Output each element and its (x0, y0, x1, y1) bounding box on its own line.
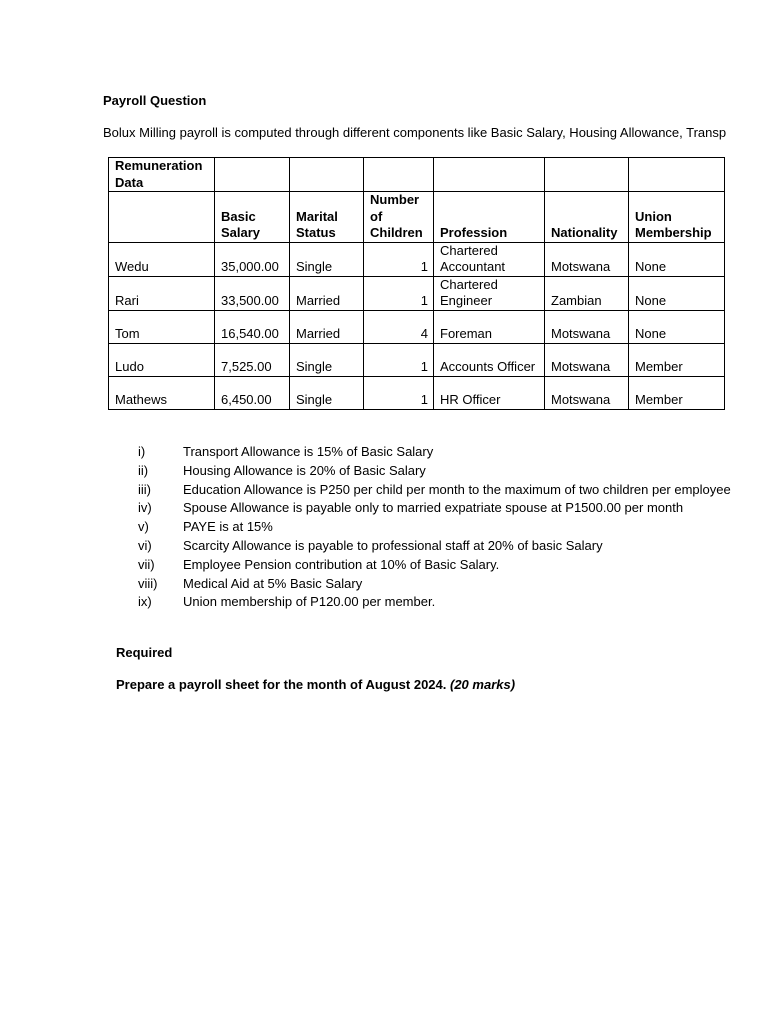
table-row (109, 242, 725, 276)
cell-profession: Chartered Accountant (434, 242, 545, 276)
list-item-text: Education Allowance is P250 per child per month to the maximum of two children per employee (183, 481, 731, 497)
cell-union-membership: Member (629, 376, 725, 409)
list-item (138, 499, 731, 518)
header-profession: Profession (434, 192, 545, 243)
list-item-number: i) (138, 444, 146, 459)
cell-name: Ludo (109, 343, 215, 376)
list-item-number: vii) (138, 556, 155, 572)
list-item-number: vi) (138, 537, 152, 553)
table-caption-row (109, 158, 725, 192)
allowance-rules-list (138, 443, 731, 612)
cell-marital-status: Single (290, 343, 364, 376)
empty-cell (545, 158, 629, 192)
list-item-text: Spouse Allowance is payable only to married expatriate spouse at P1500.00 per month (183, 500, 684, 516)
header-union-membership: Union Membership (629, 192, 725, 243)
list-item (138, 556, 731, 575)
cell-marital-status: Married (290, 276, 364, 310)
cell-children: 1 (364, 343, 434, 376)
cell-name: Rari (109, 276, 215, 310)
cell-union-membership: None (629, 242, 725, 276)
list-item (138, 443, 731, 462)
table-header-row (109, 192, 725, 243)
list-item (138, 481, 731, 500)
cell-basic-salary: 7,525.00 (215, 343, 290, 376)
empty-cell (364, 158, 434, 192)
list-item (138, 537, 731, 556)
cell-marital-status: Single (290, 376, 364, 409)
list-item-text: Medical Aid at 5% Basic Salary (183, 575, 363, 591)
cell-union-membership: Member (629, 343, 725, 376)
cell-nationality: Motswana (545, 242, 629, 276)
remuneration-table (108, 157, 725, 410)
cell-union-membership: None (629, 276, 725, 310)
cell-profession: Chartered Engineer (434, 276, 545, 310)
cell-nationality: Motswana (545, 343, 629, 376)
required-heading: Required (116, 645, 173, 660)
list-item-number: iv) (138, 500, 152, 516)
list-item-text: Union membership of P120.00 per member. (183, 594, 436, 610)
list-item-text: Transport Allowance is 15% of Basic Salary (183, 444, 434, 459)
table-row (109, 376, 725, 409)
list-item-number: ii) (138, 462, 149, 478)
cell-children: 4 (364, 310, 434, 343)
cell-profession: Foreman (434, 310, 545, 343)
header-name (109, 192, 215, 243)
list-item (138, 593, 731, 612)
header-number-of-children: Number of Children (364, 192, 434, 243)
cell-children: 1 (364, 376, 434, 409)
cell-basic-salary: 16,540.00 (215, 310, 290, 343)
list-item-number: viii) (138, 575, 158, 591)
task-marks: (20 marks) (450, 677, 516, 692)
list-item (138, 462, 731, 481)
cell-profession: Accounts Officer (434, 343, 545, 376)
cell-name: Tom (109, 310, 215, 343)
header-nationality: Nationality (545, 192, 629, 243)
empty-cell (434, 158, 545, 192)
header-marital-status: Marital Status (290, 192, 364, 243)
cell-profession: HR Officer (434, 376, 545, 409)
empty-cell (629, 158, 725, 192)
cell-name: Wedu (109, 242, 215, 276)
cell-children: 1 (364, 276, 434, 310)
table-row (109, 276, 725, 310)
list-item-text: Housing Allowance is 20% of Basic Salary (183, 462, 426, 478)
table-row (109, 310, 725, 343)
empty-cell (215, 158, 290, 192)
cell-nationality: Motswana (545, 310, 629, 343)
list-item (138, 575, 731, 594)
task-text: Prepare a payroll sheet for the month of August 2024. (116, 677, 447, 692)
empty-cell (290, 158, 364, 192)
list-item (138, 518, 731, 537)
cell-marital-status: Single (290, 242, 364, 276)
cell-marital-status: Married (290, 310, 364, 343)
list-item-number: iii) (138, 481, 151, 497)
list-item-text: Scarcity Allowance is payable to professional staff at 20% of basic Salary (183, 537, 603, 553)
cell-basic-salary: 33,500.00 (215, 276, 290, 310)
list-item-text: PAYE is at 15% (183, 519, 273, 535)
cell-basic-salary: 6,450.00 (215, 376, 290, 409)
list-item-number: v) (138, 519, 149, 535)
cell-basic-salary: 35,000.00 (215, 242, 290, 276)
cell-children: 1 (364, 242, 434, 276)
cell-name: Mathews (109, 376, 215, 409)
header-basic-salary: Basic Salary (215, 192, 290, 243)
list-item-text: Employee Pension contribution at 10% of Basic Salary. (183, 556, 500, 572)
list-item-number: ix) (138, 594, 152, 610)
task-instruction (116, 677, 515, 692)
question-title: Payroll Question (103, 93, 207, 108)
cell-union-membership: None (629, 310, 725, 343)
intro-paragraph: Bolux Milling payroll is computed through different components like Basic Salary, Housing Allowance, Transp (103, 125, 727, 140)
cell-nationality: Motswana (545, 376, 629, 409)
table-row (109, 343, 725, 376)
table-caption: Remuneration Data (109, 158, 215, 192)
cell-nationality: Zambian (545, 276, 629, 310)
